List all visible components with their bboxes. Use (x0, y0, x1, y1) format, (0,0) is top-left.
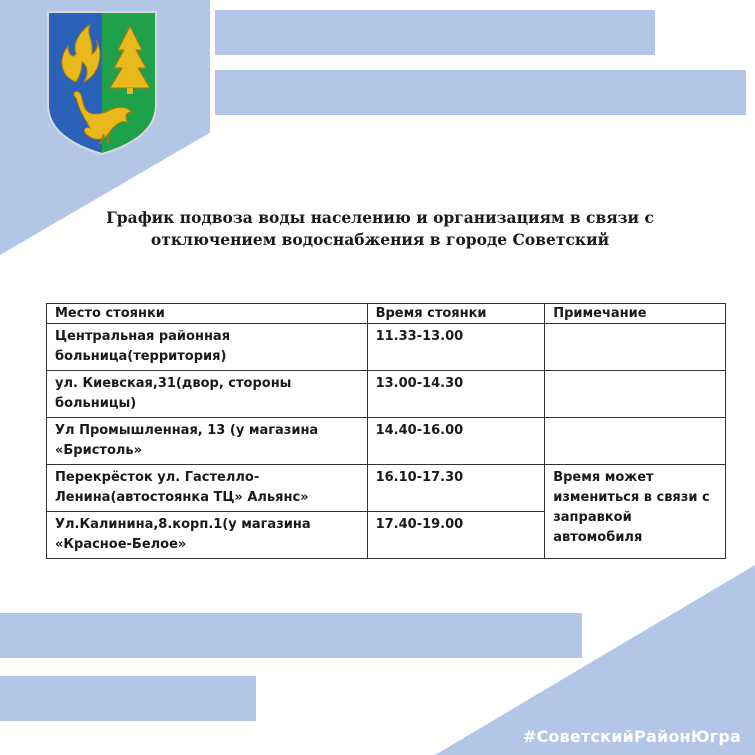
cell-place: Ул.Калинина,8.корп.1(у магазина «Красное-Белое» (47, 512, 368, 559)
decor-band-4 (0, 676, 256, 721)
water-delivery-schedule-table (46, 303, 726, 559)
cell-note-empty (545, 418, 726, 465)
decor-band-2 (215, 70, 746, 115)
hashtag-label: #СоветскийРайонЮгра (522, 727, 741, 746)
cell-place: Ул Промышленная, 13 (у магазина «Бристоль» (47, 418, 368, 465)
cell-time: 16.10-17.30 (367, 465, 545, 512)
decor-band-1 (215, 10, 655, 55)
cell-note-empty (545, 324, 726, 371)
header-place: Место стоянки (47, 304, 368, 324)
table-header-row (47, 304, 726, 324)
coat-of-arms-icon (46, 10, 158, 156)
table-row (47, 418, 726, 465)
cell-time: 17.40-19.00 (367, 512, 545, 559)
cell-time: 14.40-16.00 (367, 418, 545, 465)
cell-note-empty (545, 371, 726, 418)
cell-note: Время может измениться в связи с заправкой автомобиля (545, 465, 726, 559)
page-title (60, 207, 700, 251)
cell-place: Центральная районная больница(территория) (47, 324, 368, 371)
decor-band-3 (0, 613, 582, 658)
table-row (47, 324, 726, 371)
cell-place: Перекрёсток ул. Гастелло-Ленина(автостоянка ТЦ» Альянс» (47, 465, 368, 512)
title-line-2: отключением водоснабжения в городе Советский (150, 230, 610, 249)
header-time: Время стоянки (367, 304, 545, 324)
table-row (47, 371, 726, 418)
cell-time: 11.33-13.00 (367, 324, 545, 371)
cell-time: 13.00-14.30 (367, 371, 545, 418)
header-note: Примечание (545, 304, 726, 324)
cell-place: ул. Киевская,31(двор, стороны больницы) (47, 371, 368, 418)
table-row (47, 465, 726, 512)
title-line-1: График подвоза воды населению и организациям в связи с (106, 208, 654, 227)
